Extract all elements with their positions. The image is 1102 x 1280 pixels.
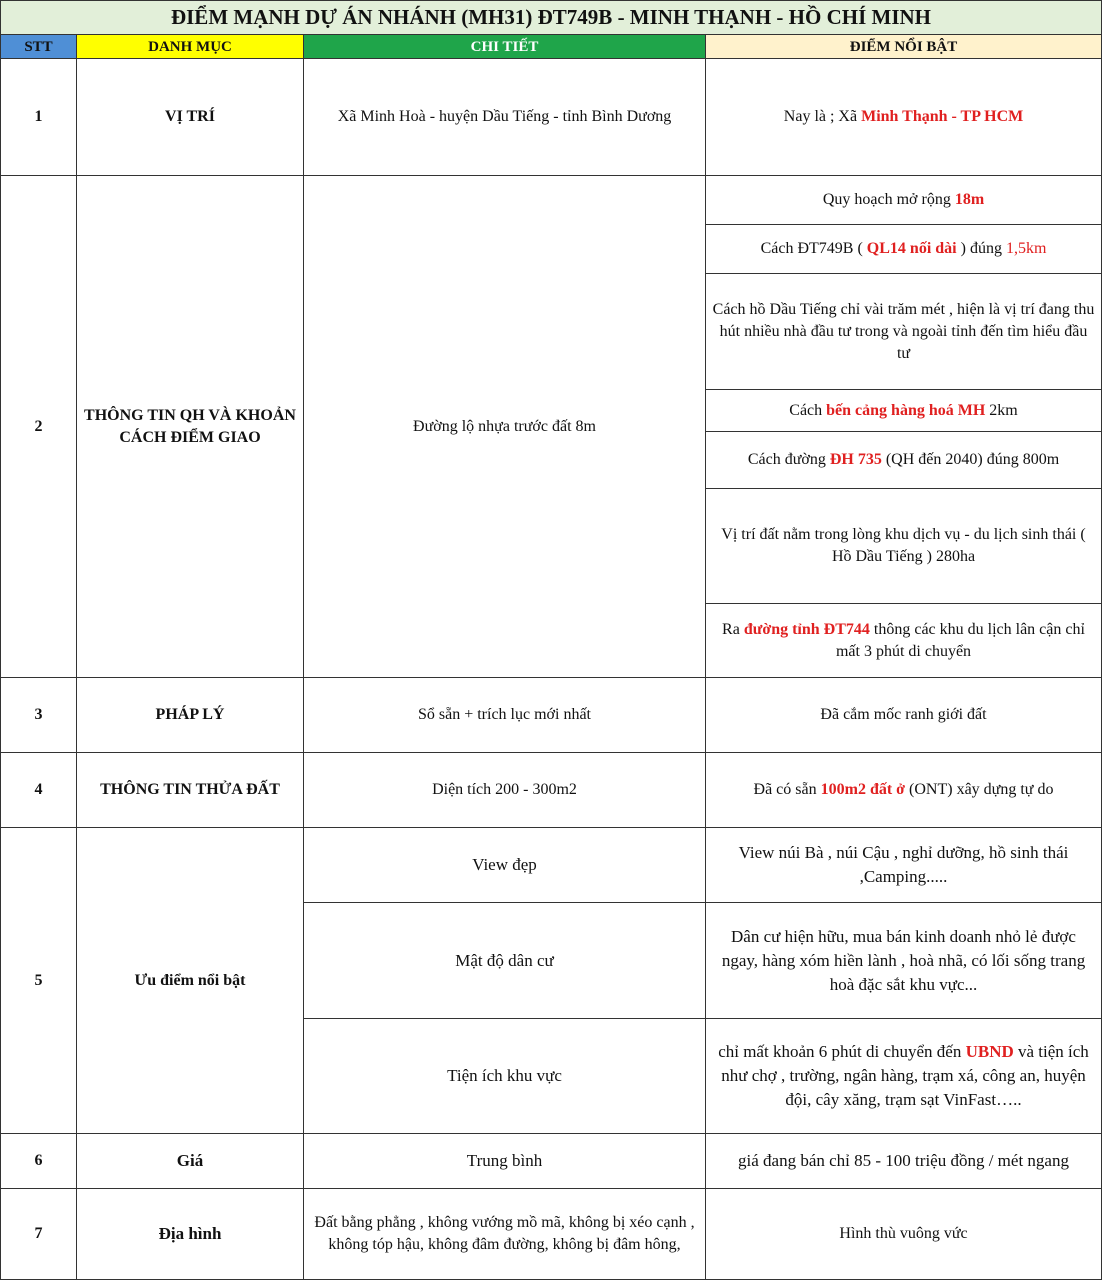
highlight-emphasis: đường tỉnh ĐT744 <box>743 620 870 638</box>
highlight-cell: giá đang bán chỉ 85 - 100 triệu đồng / mét ngang <box>706 1134 1102 1189</box>
header-row <box>0 35 1102 59</box>
stt-cell: 7 <box>0 1189 77 1280</box>
highlight-cell <box>706 753 1102 828</box>
highlight-emphasis: 1,5km <box>1005 240 1047 257</box>
highlight-item <box>706 225 1101 274</box>
highlight-emphasis: QL14 nối dài <box>866 240 957 257</box>
highlight-emphasis: Minh Thạnh - TP HCM <box>861 108 1024 125</box>
stt-cell: 2 <box>0 176 77 678</box>
highlight-text: thông các khu du lịch lân cận chỉ mất 3 phút di chuyển <box>835 620 1085 660</box>
highlight-text: Quy hoạch mở rộng <box>822 191 955 208</box>
highlight-text: (ONT) xây dựng tự do <box>905 781 1054 798</box>
category-cell: Giá <box>77 1134 304 1189</box>
highlight-item <box>706 432 1101 489</box>
highlight-item <box>706 903 1101 1019</box>
highlight-emphasis: bến cảng hàng hoá MH <box>826 401 986 419</box>
detail-cell: Đất bằng phẳng , không vướng mồ mã, không bị xéo cạnh , không tóp hậu, không đâm đường, không bị đâm hông, <box>304 1189 706 1280</box>
detail-item: View đẹp <box>304 828 705 903</box>
highlight-item <box>706 489 1101 604</box>
table-row <box>0 678 1102 753</box>
highlight-text: Cách hồ Dầu Tiếng chỉ vài trăm mét , hiện là vị trí đang thu hút nhiều nhà đầu tư trong và ngoài tỉnh đến tìm hiểu đầu tư <box>712 300 1095 362</box>
highlight-emphasis: UBND <box>965 1042 1014 1061</box>
highlight-text: chỉ mất khoản 6 phút di chuyển đến <box>718 1042 966 1061</box>
highlight-text: Nay là ; Xã <box>783 108 862 125</box>
stt-cell: 6 <box>0 1134 77 1189</box>
highlight-emphasis: 18m <box>954 191 985 208</box>
highlight-text: ) đúng <box>956 240 1006 257</box>
header-category: DANH MỤC <box>77 35 304 59</box>
highlight-emphasis: ĐH 735 <box>829 451 882 468</box>
highlight-cell: Đã cắm mốc ranh giới đất <box>706 678 1102 753</box>
highlight-text: Vị trí đất nằm trong lòng khu dịch vụ - du lịch sinh thái ( Hồ Dầu Tiếng ) 280ha <box>721 526 1086 565</box>
category-cell: PHÁP LÝ <box>77 678 304 753</box>
category-cell: Ưu điểm nổi bật <box>77 828 304 1134</box>
highlight-text: Đã có sẵn <box>753 781 821 798</box>
highlight-text: View núi Bà , núi Cậu , nghỉ dưỡng, hồ sinh thái ,Camping..... <box>738 843 1069 886</box>
highlight-cell: Hình thù vuông vức <box>706 1189 1102 1280</box>
table-title: ĐIỂM MẠNH DỰ ÁN NHÁNH (MH31) ĐT749B - MINH THẠNH - HỒ CHÍ MINH <box>0 0 1102 35</box>
header-detail: CHI TIẾT <box>304 35 706 59</box>
highlight-item <box>706 828 1101 903</box>
detail-cell: Diện tích 200 - 300m2 <box>304 753 706 828</box>
table-row <box>0 828 1102 1134</box>
category-cell: THÔNG TIN QH VÀ KHOẢN CÁCH ĐIỂM GIAO <box>77 176 304 678</box>
table-row <box>0 753 1102 828</box>
category-cell: VỊ TRÍ <box>77 59 304 176</box>
highlight-item <box>706 274 1101 390</box>
detail-cell: Đường lộ nhựa trước đất 8m <box>304 176 706 678</box>
stt-cell: 5 <box>0 828 77 1134</box>
highlight-cell <box>706 828 1102 1134</box>
detail-cell: Sổ sẵn + trích lục mới nhất <box>304 678 706 753</box>
highlight-text: (QH đến 2040) đúng 800m <box>881 451 1060 468</box>
table-row <box>0 1189 1102 1280</box>
detail-cell <box>304 828 706 1134</box>
highlight-text: 2km <box>985 401 1018 419</box>
table-row <box>0 176 1102 678</box>
highlight-text: và tiện ích như chợ , trường, ngân hàng, trạm xá, công an, huyện đội, cây xăng, trạm sạt VinFast….. <box>721 1042 1089 1109</box>
detail-item: Tiện ích khu vực <box>447 1066 562 1085</box>
highlight-text: Dân cư hiện hữu, mua bán kinh doanh nhỏ lẻ được ngay, hàng xóm hiền lành , hoà nhã, có lối sống trang hoà đặc sắt khu vực... <box>721 926 1086 994</box>
highlight-cell <box>706 176 1102 678</box>
category-cell: THÔNG TIN THỬA ĐẤT <box>77 753 304 828</box>
highlight-item <box>706 1019 1101 1133</box>
highlight-item <box>706 604 1101 677</box>
detail-cell: Trung bình <box>304 1134 706 1189</box>
highlight-cell <box>706 59 1102 176</box>
category-cell: Địa hình <box>77 1189 304 1280</box>
stt-cell: 1 <box>0 59 77 176</box>
detail-cell: Xã Minh Hoà - huyện Dầu Tiếng - tỉnh Bình Dương <box>304 59 706 176</box>
stt-cell: 3 <box>0 678 77 753</box>
table-row <box>0 1134 1102 1189</box>
table-row <box>0 59 1102 176</box>
highlight-text: Ra <box>722 620 744 638</box>
highlight-item <box>706 176 1101 225</box>
highlight-text: Cách <box>789 401 827 419</box>
header-stt: STT <box>0 35 77 59</box>
highlight-item <box>706 390 1101 432</box>
stt-cell: 4 <box>0 753 77 828</box>
highlight-text: Cách đường <box>747 451 830 468</box>
highlight-text: Cách ĐT749B ( <box>760 240 867 257</box>
highlight-emphasis: 100m2 đất ở <box>820 781 906 798</box>
detail-item: Mật độ dân cư <box>304 903 705 1019</box>
header-highlight: ĐIỂM NỔI BẬT <box>706 35 1102 59</box>
